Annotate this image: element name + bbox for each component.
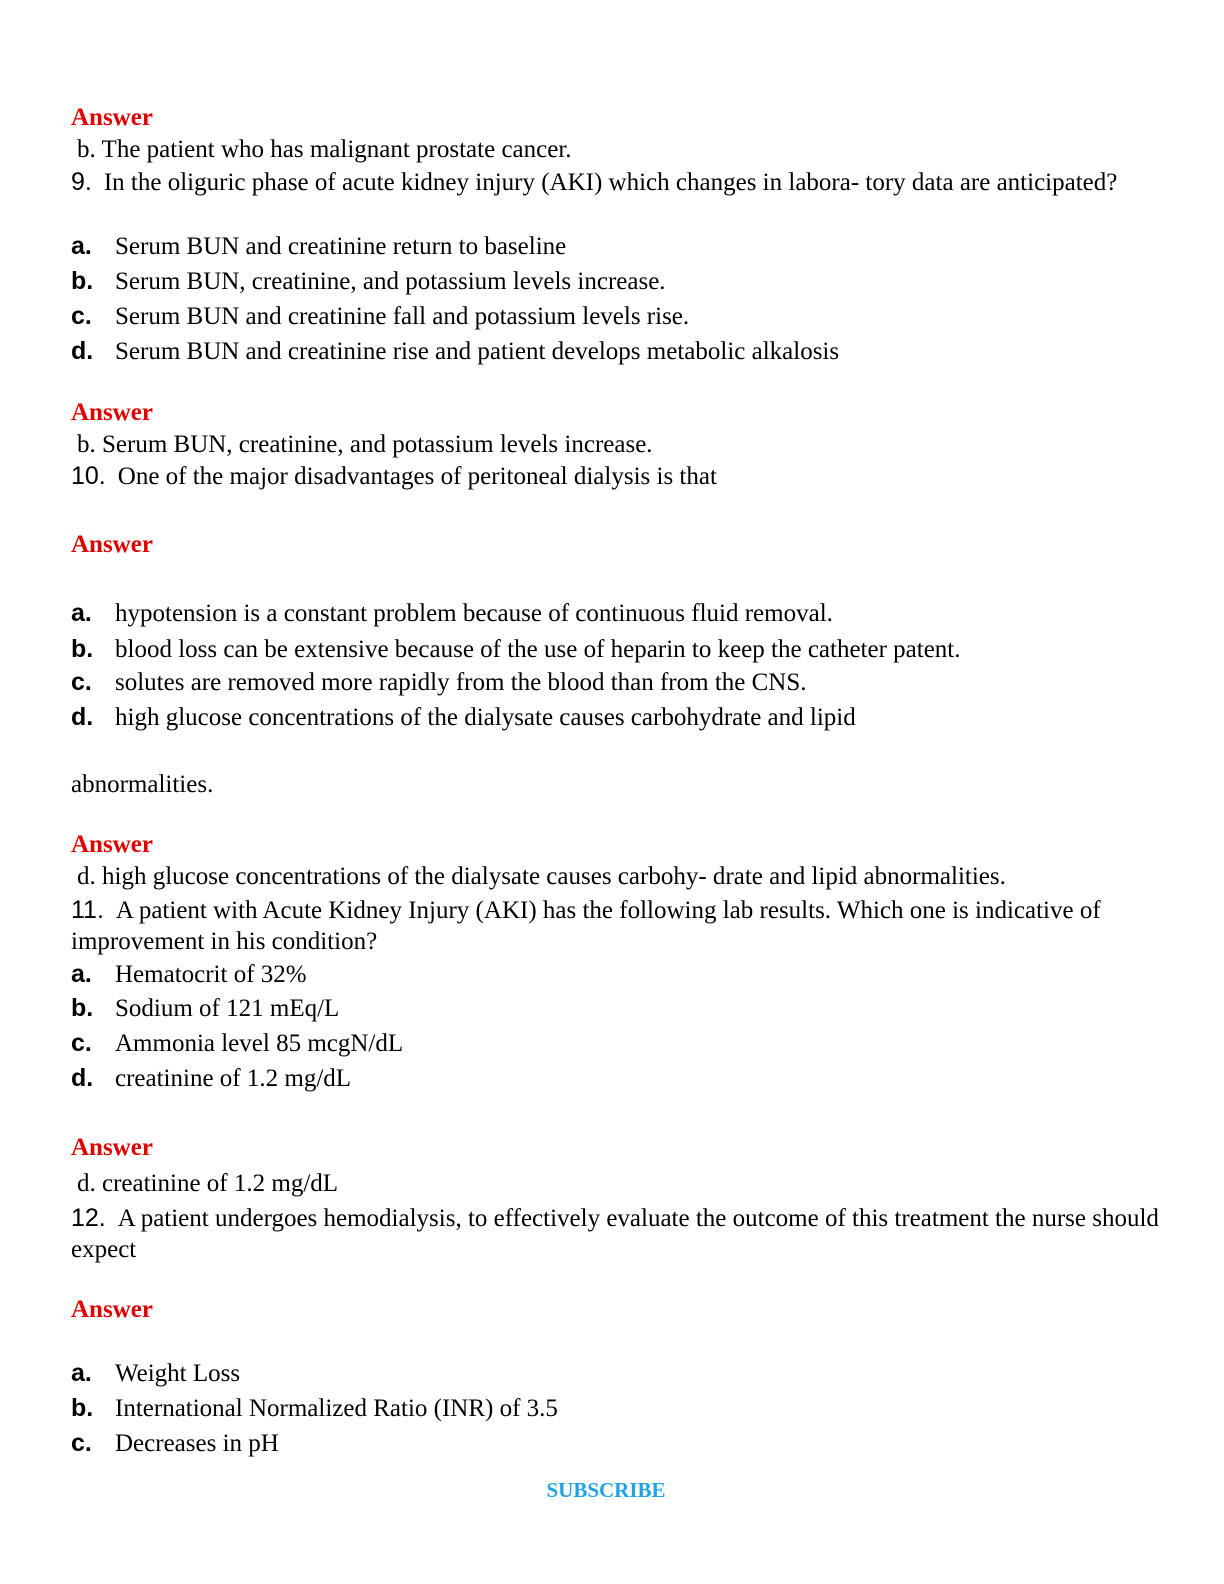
- option-text: hypotension is a constant problem because of continuous fluid removal.: [115, 600, 833, 627]
- answer-heading: Answer: [71, 399, 153, 426]
- question-11-text: A patient with Acute Kidney Injury (AKI) has the following lab results. Which one is indicative of improvement in his condition?: [71, 897, 1101, 955]
- q11-option-a: [71, 959, 307, 990]
- option-text: Serum BUN and creatinine fall and potassium levels rise.: [115, 303, 690, 330]
- option-text: Weight Loss: [115, 1360, 241, 1387]
- option-text: Serum BUN and creatinine rise and patient develops metabolic alkalosis: [115, 338, 840, 365]
- q9-answer-text: b. Serum BUN, creatinine, and potassium levels increase.: [77, 431, 653, 458]
- answer-heading: Answer: [71, 104, 153, 131]
- q12-option-b: [71, 1393, 558, 1424]
- option-text: Hematocrit of 32%: [115, 961, 307, 988]
- question-9: [71, 167, 1161, 198]
- q10-option-c: [71, 667, 807, 698]
- q9-option-a: [71, 231, 566, 262]
- q8-answer-text: b. The patient who has malignant prostate cancer.: [77, 136, 572, 163]
- option-letter: a.: [71, 599, 92, 627]
- q11-answer-text: d. creatinine of 1.2 mg/dL: [77, 1170, 339, 1197]
- q10-option-b: [71, 634, 961, 665]
- q12-option-a: [71, 1358, 240, 1389]
- option-letter: b.: [71, 1394, 94, 1422]
- option-letter: d.: [71, 1064, 94, 1092]
- question-12: [71, 1203, 1161, 1265]
- option-text: blood loss can be extensive because of the use of heparin to keep the catheter patent.: [115, 636, 961, 663]
- option-text: Serum BUN, creatinine, and potassium levels increase.: [115, 268, 666, 295]
- q10-option-d-continuation: abnormalities.: [71, 771, 214, 798]
- q11-option-b: [71, 993, 339, 1024]
- option-letter: a.: [71, 960, 92, 988]
- question-11: [71, 895, 1161, 957]
- option-letter: d.: [71, 337, 94, 365]
- q12-option-c: [71, 1428, 279, 1459]
- q10-option-d: [71, 702, 856, 733]
- answer-heading: Answer: [71, 831, 153, 858]
- option-letter: c.: [71, 668, 92, 696]
- q11-option-c: [71, 1028, 403, 1059]
- answer-heading: Answer: [71, 531, 153, 558]
- option-text: high glucose concentrations of the dialysate causes carbohydrate and lipid: [115, 704, 856, 731]
- q9-option-d: [71, 336, 839, 367]
- option-letter: b.: [71, 635, 94, 663]
- option-letter: c.: [71, 1029, 92, 1057]
- answer-heading: Answer: [71, 1296, 153, 1323]
- option-letter: b.: [71, 994, 94, 1022]
- q11-option-d: [71, 1063, 351, 1094]
- question-12-number: 12.: [71, 1204, 106, 1232]
- question-10-number: 10.: [71, 462, 106, 490]
- question-9-text: In the oliguric phase of acute kidney injury (AKI) which changes in labora- tory data are anticipated?: [103, 169, 1118, 196]
- option-letter: c.: [71, 302, 92, 330]
- option-letter: c.: [71, 1429, 92, 1457]
- option-letter: a.: [71, 232, 92, 260]
- q9-option-b: [71, 266, 666, 297]
- option-text: creatinine of 1.2 mg/dL: [115, 1065, 352, 1092]
- option-text: solutes are removed more rapidly from the blood than from the CNS.: [115, 669, 807, 696]
- question-10-text: One of the major disadvantages of peritoneal dialysis is that: [117, 463, 717, 490]
- option-text: Decreases in pH: [115, 1430, 279, 1457]
- option-text: Serum BUN and creatinine return to baseline: [115, 233, 567, 260]
- option-letter: d.: [71, 703, 94, 731]
- question-9-number: 9.: [71, 168, 92, 196]
- answer-heading: Answer: [71, 1134, 153, 1161]
- question-12-text: A patient undergoes hemodialysis, to effectively evaluate the outcome of this treatment the nurse should expect: [71, 1205, 1159, 1263]
- option-letter: b.: [71, 267, 94, 295]
- subscribe-link[interactable]: SUBSCRIBE: [546, 1478, 666, 1502]
- question-11-number: 11.: [71, 896, 104, 924]
- option-text: Ammonia level 85 mcgN/dL: [115, 1030, 404, 1057]
- option-text: Sodium of 121 mEq/L: [115, 995, 340, 1022]
- q10-answer-text: d. high glucose concentrations of the dialysate causes carbohy- drate and lipid abnormalities.: [77, 863, 1006, 890]
- q10-option-a: [71, 598, 833, 629]
- q9-option-c: [71, 301, 689, 332]
- option-letter: a.: [71, 1359, 92, 1387]
- option-text: International Normalized Ratio (INR) of 3.5: [115, 1395, 558, 1422]
- question-10: [71, 461, 1161, 492]
